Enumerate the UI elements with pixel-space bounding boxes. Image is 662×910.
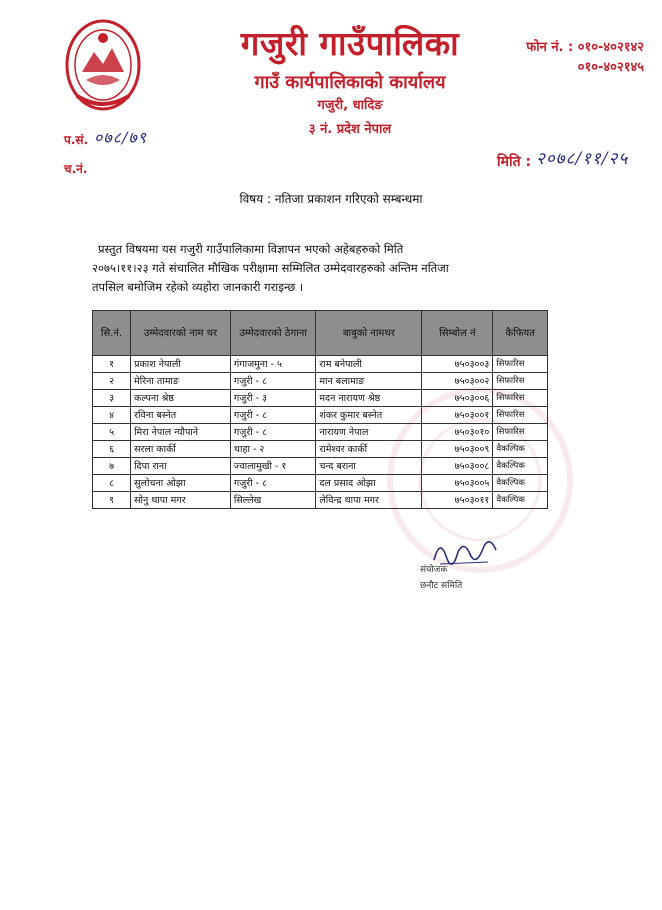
cell-sn: ९ xyxy=(93,492,131,509)
table-row xyxy=(93,356,548,373)
phone-label: फोन नं. : xyxy=(526,40,574,55)
cell-name: मेरिना तामाङ xyxy=(131,373,231,390)
body-line-1: प्रस्तुत विषयमा यस गजुरी गाउँपालिकामा विज्ञापन भएको अहेबहरुको मिति xyxy=(98,242,404,256)
cell-remarks: सिफारिस xyxy=(493,407,548,424)
cell-roll: ७५०३०१० xyxy=(422,424,493,441)
cell-roll: ७५०३०११ xyxy=(422,492,493,509)
table-row xyxy=(93,390,548,407)
cell-remarks: वैकल्पिक xyxy=(493,475,548,492)
table-row xyxy=(93,492,548,509)
phone-number-2: ०१०-४०२१४५ xyxy=(577,60,644,75)
body-paragraph xyxy=(92,240,572,297)
table-row xyxy=(93,373,548,390)
table-row xyxy=(93,424,548,441)
cell-remarks: सिफारिस xyxy=(493,356,548,373)
signatory-committee: छनौट समिति xyxy=(420,581,463,591)
cell-sn: ३ xyxy=(93,390,131,407)
cell-address: गजुरी - ३ xyxy=(230,390,315,407)
header-remarks: कैफियत xyxy=(493,311,548,356)
header-father: बाबुको नामथर xyxy=(316,311,422,356)
cell-father: रामेश्वर कार्की xyxy=(316,441,422,458)
header-name: उम्मेदवारको नाम थर xyxy=(131,311,231,356)
table-header-row xyxy=(93,311,548,356)
cn-label: च.नं. xyxy=(64,162,88,176)
table-row xyxy=(93,475,548,492)
phone-block xyxy=(484,38,644,78)
cell-address: सिल्लेख xyxy=(230,492,315,509)
cell-address: ज्वालामुखी - १ xyxy=(230,458,315,475)
cell-father: मदन नारायण श्रेष्ठ xyxy=(316,390,422,407)
office-name: गाउँ कार्यपालिकाको कार्यालय xyxy=(254,72,446,93)
nepal-emblem-icon xyxy=(62,16,144,114)
cell-address: गंगाजमुना - ५ xyxy=(230,356,315,373)
cell-father: नारायण नेपाल xyxy=(316,424,422,441)
cell-remarks: सिफारिस xyxy=(493,390,548,407)
cell-remarks: वैकल्पिक xyxy=(493,441,548,458)
cell-address: गजुरी - ८ xyxy=(230,407,315,424)
cell-name: कल्पना श्रेष्ठ xyxy=(131,390,231,407)
cell-remarks: सिफारिस xyxy=(493,424,548,441)
office-location: गजुरी, धादिङ xyxy=(317,98,383,113)
cell-name: दिपा राना xyxy=(131,458,231,475)
cell-sn: ६ xyxy=(93,441,131,458)
municipality-title: गजुरी गाउँपालिका xyxy=(240,24,460,63)
cell-address: गजुरी - ८ xyxy=(230,475,315,492)
cell-name: सरला कार्की xyxy=(131,441,231,458)
cell-roll: ७५०३००५ xyxy=(422,475,493,492)
cell-father: मान बलामाङ xyxy=(316,373,422,390)
signatory-role: संयोजक xyxy=(420,565,448,575)
header-roll: सिम्बोल नं xyxy=(422,311,493,356)
ps-label: प.सं. xyxy=(64,133,89,147)
table-row xyxy=(93,407,548,424)
cell-remarks: वैकल्पिक xyxy=(493,458,548,475)
date-label: मिति : xyxy=(497,154,532,170)
cell-sn: ५ xyxy=(93,424,131,441)
cell-sn: ७ xyxy=(93,458,131,475)
cell-father: राम बनेपाली xyxy=(316,356,422,373)
cell-name: सुलोचना ओझा xyxy=(131,475,231,492)
header-address: उम्मेदवारको ठेगाना xyxy=(230,311,315,356)
cell-roll: ७५०३००८ xyxy=(422,458,493,475)
cell-father: दल प्रसाद ओझा xyxy=(316,475,422,492)
header-sn: सि.नं. xyxy=(93,311,131,356)
phone-number-1: ०१०-४०२१४२ xyxy=(577,40,644,55)
cell-remarks: वैकल्पिक xyxy=(493,492,548,509)
date-value: २०७८/११/२५ xyxy=(536,149,629,169)
cell-name: रविना बस्नेत xyxy=(131,407,231,424)
cell-roll: ७५०३००६ xyxy=(422,390,493,407)
cell-name: प्रकाश नेपाली xyxy=(131,356,231,373)
cell-name: सोनु थापा मगर xyxy=(131,492,231,509)
cell-remarks: सिफारिस xyxy=(493,373,548,390)
cell-roll: ७५०३००३ xyxy=(422,356,493,373)
cell-address: गजुरी - ८ xyxy=(230,424,315,441)
cell-roll: ७५०३००२ xyxy=(422,373,493,390)
cell-sn: ४ xyxy=(93,407,131,424)
cell-sn: २ xyxy=(93,373,131,390)
subject-line: विषय : नतिजा प्रकाशन गरिएको सम्बन्धमा xyxy=(239,192,423,206)
province-name: ३ नं. प्रदेश नेपाल xyxy=(308,122,392,137)
cell-father: लेविन्द्र थापा मगर xyxy=(316,492,422,509)
cell-name: मिरा नेपाल न्यौपाने xyxy=(131,424,231,441)
cell-address: थाहा - २ xyxy=(230,441,315,458)
results-table xyxy=(92,310,548,509)
cell-address: गजुरी - ८ xyxy=(230,373,315,390)
cell-sn: १ xyxy=(93,356,131,373)
cell-father: चन्द बराना xyxy=(316,458,422,475)
cell-sn: ८ xyxy=(93,475,131,492)
body-line-3: तपसिल बमोजिम रहेको व्यहोरा जानकारी गराइन्छ । xyxy=(92,280,304,294)
table-row xyxy=(93,441,548,458)
body-line-2: २०७५।११।२३ गते संचालित मौखिक परीक्षामा सम्मिलित उम्मेदवारहरुको अन्तिम नतिजा xyxy=(92,261,449,275)
cell-roll: ७५०३००९ xyxy=(422,441,493,458)
cell-roll: ७५०३००१ xyxy=(422,407,493,424)
ps-value: ०७८/७९ xyxy=(94,128,147,147)
cell-father: शंकर कुमार बस्नेत xyxy=(316,407,422,424)
table-row xyxy=(93,458,548,475)
